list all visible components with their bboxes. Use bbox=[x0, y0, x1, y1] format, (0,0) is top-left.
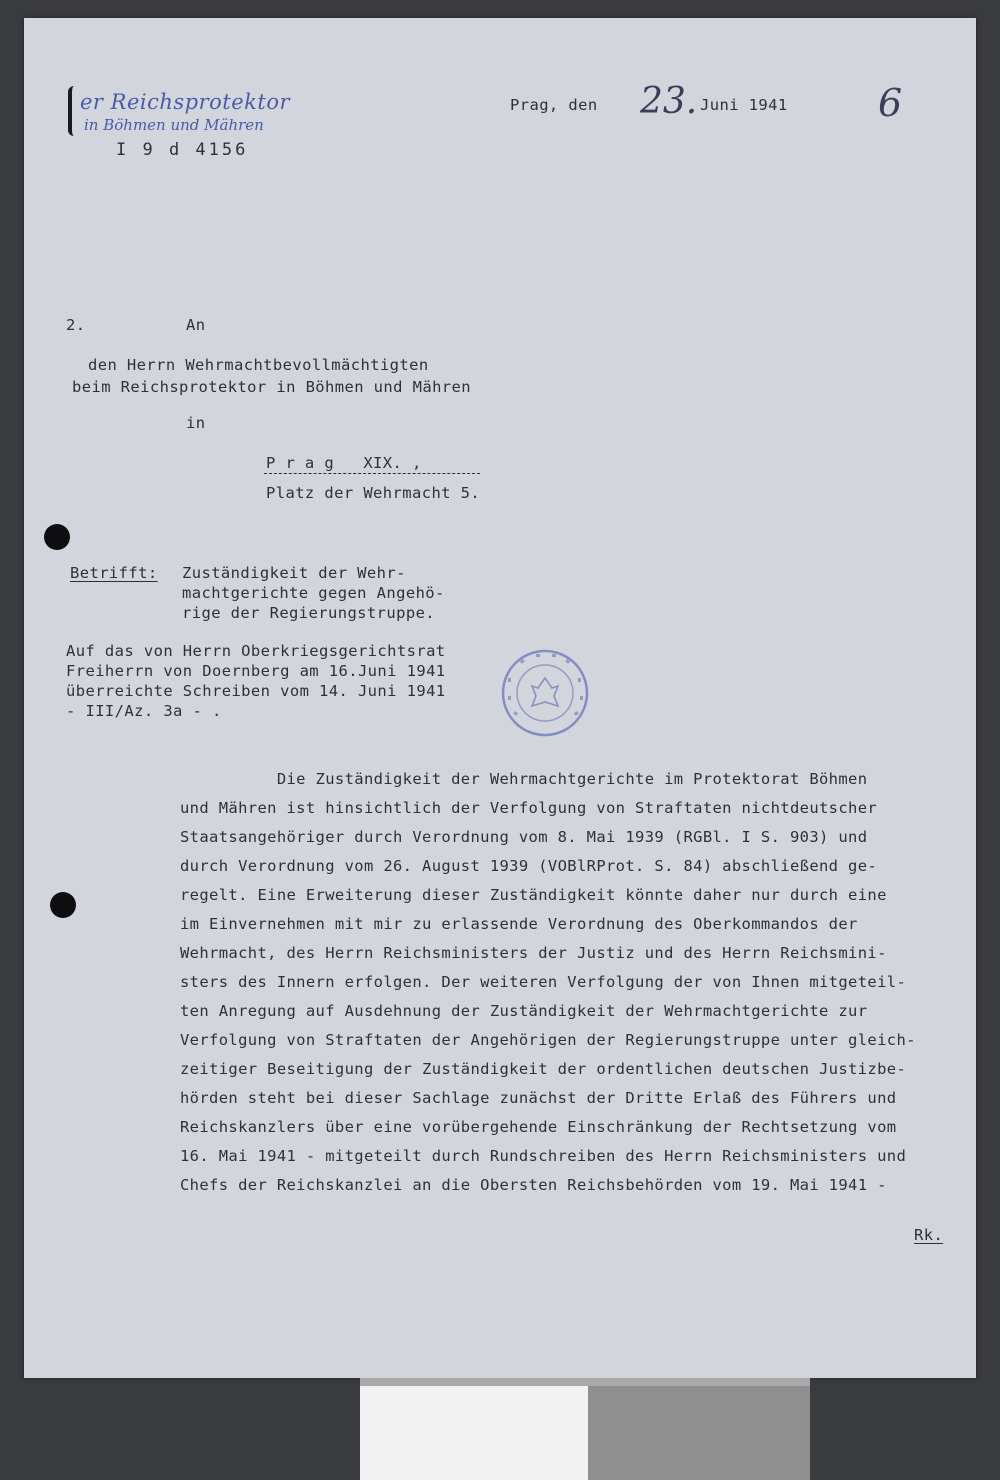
reference-number: I 9 d 4156 bbox=[116, 140, 249, 160]
subject-label: Betrifft: bbox=[70, 564, 158, 582]
reference-line2: Freiherrn von Doernberg am 16.Juni 1941 bbox=[66, 662, 446, 680]
label-edge bbox=[360, 1378, 810, 1386]
archive-label-strip bbox=[360, 1378, 810, 1480]
recipient-street: Platz der Wehrmacht 5. bbox=[266, 484, 481, 502]
letterhead-bracket bbox=[68, 86, 80, 136]
subject-line2: machtgerichte gegen Angehö- bbox=[182, 584, 445, 602]
reference-line1: Auf das von Herrn Oberkriegsgerichtsrat bbox=[66, 642, 446, 660]
recipient-city-underline bbox=[264, 473, 480, 474]
body-line: Die Zuständigkeit der Wehrmachtgerichte im Protektorat Böhmen bbox=[180, 770, 868, 788]
recipient-number: 2. bbox=[66, 316, 86, 334]
continuation-mark: Rk. bbox=[914, 1226, 944, 1244]
body-line: ten Anregung auf Ausdehnung der Zuständigkeit der Wehrmachtgerichte zur bbox=[180, 1002, 868, 1020]
punch-hole-bottom bbox=[50, 892, 76, 918]
body-line: Verfolgung von Straftaten der Angehörigen der Regierungstruppe unter gleich- bbox=[180, 1031, 916, 1049]
body-line: Reichskanzlers über eine vorübergehende Einschränkung der Rechtsetzung vom bbox=[180, 1118, 897, 1136]
reference-line4: - III/Az. 3a - . bbox=[66, 702, 222, 720]
recipient-an: An bbox=[186, 316, 206, 334]
body-line: Staatsangehöriger durch Verordnung vom 8. Mai 1939 (RGBl. I S. 903) und bbox=[180, 828, 868, 846]
body-line: durch Verordnung vom 26. August 1939 (VOBlRProt. S. 84) abschließend ge- bbox=[180, 857, 878, 875]
punch-hole-top bbox=[44, 524, 70, 550]
date-prefix: Prag, den bbox=[510, 96, 598, 114]
body-line: zeitiger Beseitigung der Zuständigkeit der ordentlichen deutschen Justizbe- bbox=[180, 1060, 907, 1078]
label-white-block bbox=[360, 1378, 588, 1480]
recipient-line2: beim Reichsprotektor in Böhmen und Mähren bbox=[72, 378, 472, 396]
subject-line3: rige der Regierungstruppe. bbox=[182, 604, 436, 622]
body-line: regelt. Eine Erweiterung dieser Zuständigkeit könnte daher nur durch eine bbox=[180, 886, 887, 904]
letterhead-line1: er Reichsprotektor bbox=[80, 90, 290, 114]
body-line: im Einvernehmen mit mir zu erlassende Verordnung des Oberkommandos der bbox=[180, 915, 858, 933]
body-line: hörden steht bei dieser Sachlage zunächst der Dritte Erlaß des Führers und bbox=[180, 1089, 897, 1107]
reference-line3: überreichte Schreiben vom 14. Juni 1941 bbox=[66, 682, 446, 700]
date-day: 23. bbox=[640, 81, 698, 122]
body-line: Chefs der Reichskanzlei an die Obersten Reichsbehörden vom 19. Mai 1941 - bbox=[180, 1176, 887, 1194]
recipient-in: in bbox=[186, 414, 206, 432]
subject-line1: Zuständigkeit der Wehr- bbox=[182, 564, 406, 582]
body-line: 16. Mai 1941 - mitgeteilt durch Rundschreiben des Herrn Reichsministers und bbox=[180, 1147, 907, 1165]
body-line: und Mähren ist hinsichtlich der Verfolgung von Straftaten nichtdeutscher bbox=[180, 799, 878, 817]
letterhead-line2: in Böhmen und Mähren bbox=[84, 116, 264, 134]
recipient-line1: den Herrn Wehrmachtbevollmächtigten bbox=[88, 356, 429, 374]
label-gray-block bbox=[588, 1378, 810, 1480]
recipient-city: P r a g XIX. , bbox=[266, 454, 422, 472]
body-line: sters des Innern erfolgen. Der weiteren Verfolgung der von Ihnen mitgeteil- bbox=[180, 973, 907, 991]
date-month-year: Juni 1941 bbox=[700, 96, 788, 114]
archive-round-stamp bbox=[500, 648, 590, 738]
body-line: Wehrmacht, des Herrn Reichsministers der Justiz und des Herrn Reichsmini- bbox=[180, 944, 887, 962]
page-mark: 6 bbox=[878, 81, 903, 125]
